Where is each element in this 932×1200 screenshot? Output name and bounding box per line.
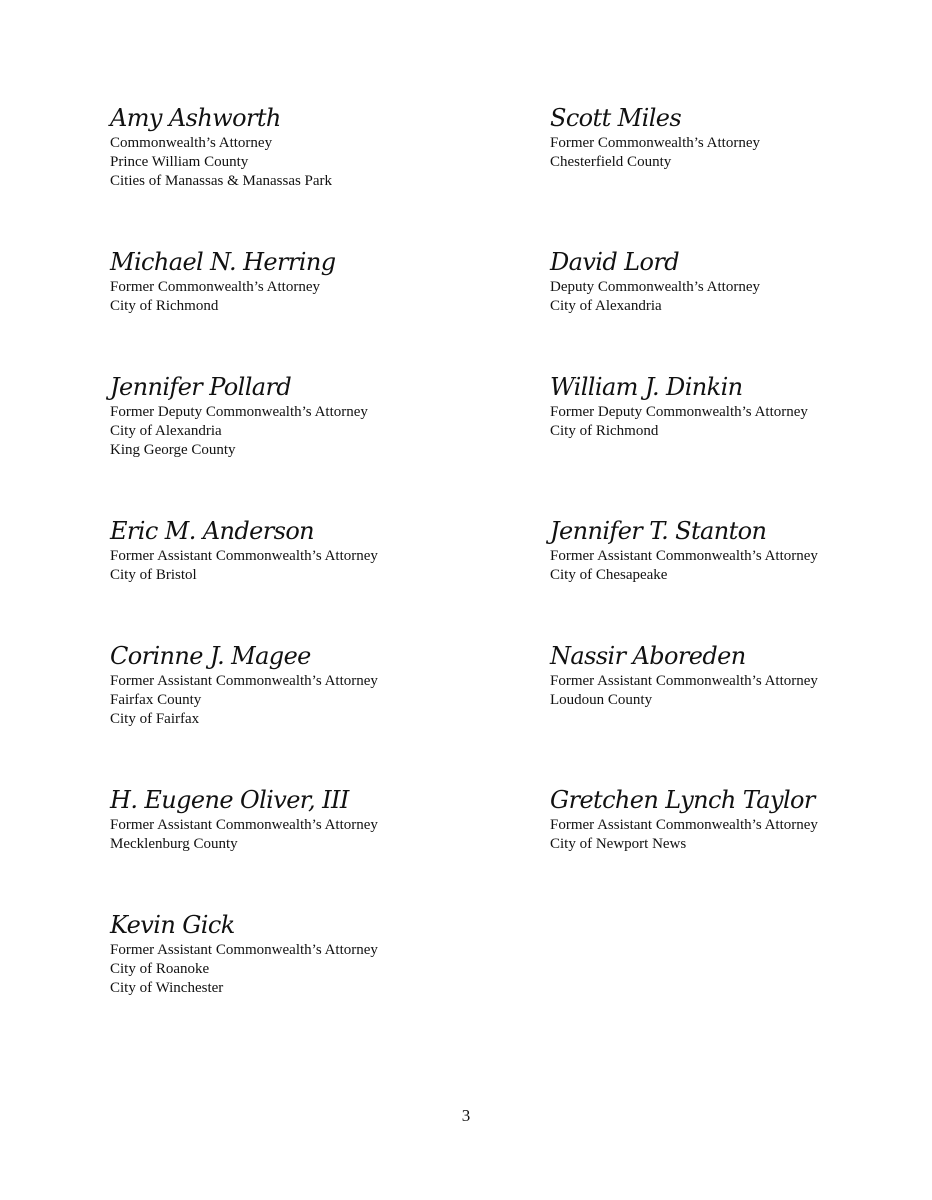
signatory-title: Deputy Commonwealth’s Attorney	[550, 279, 760, 295]
signatory-jurisdiction: City of Richmond	[550, 423, 659, 439]
signatory-name: David Lord	[550, 248, 680, 276]
signatory-jurisdiction: City of Bristol	[110, 567, 197, 583]
signatory-entry	[110, 373, 490, 460]
signatory-jurisdiction: City of Newport News	[550, 836, 687, 852]
signatory-jurisdiction: City of Roanoke	[110, 961, 210, 977]
signatory-jurisdiction: King George County	[110, 442, 236, 458]
signatory-jurisdiction: Cities of Manassas & Manassas Park	[110, 173, 333, 189]
signatory-name: Nassir Aboreden	[550, 642, 746, 670]
signatory-name: Kevin Gick	[110, 911, 235, 939]
signatory-jurisdiction: Loudoun County	[550, 692, 653, 708]
signatory-name: Corinne J. Magee	[110, 642, 311, 670]
signatory-jurisdiction: City of Alexandria	[550, 298, 662, 314]
signatory-name: Gretchen Lynch Taylor	[550, 786, 815, 814]
signatory-name: Scott Miles	[550, 104, 682, 132]
signatory-name: H. Eugene Oliver, III	[110, 786, 349, 814]
signatory-name: William J. Dinkin	[550, 373, 743, 401]
signatory-title: Former Assistant Commonwealth’s Attorney	[110, 548, 378, 564]
signatory-entry	[550, 104, 930, 172]
signatory-entry	[110, 642, 490, 729]
signatory-name: Jennifer Pollard	[110, 373, 292, 401]
signatory-jurisdiction: Chesterfield County	[550, 154, 672, 170]
signatory-jurisdiction: Fairfax County	[110, 692, 202, 708]
signatory-entry	[110, 786, 490, 854]
signatory-title: Former Commonwealth’s Attorney	[110, 279, 320, 295]
page-number: 3	[461, 1106, 471, 1125]
signatory-title: Former Assistant Commonwealth’s Attorney	[110, 942, 378, 958]
signatory-entry	[550, 373, 930, 441]
signatory-title: Former Commonwealth’s Attorney	[550, 135, 760, 151]
signatory-entry	[110, 911, 490, 998]
signatory-name: Amy Ashworth	[110, 104, 281, 132]
signatory-entry	[550, 642, 930, 710]
signatory-title: Former Deputy Commonwealth’s Attorney	[550, 404, 808, 420]
signatory-title: Former Assistant Commonwealth’s Attorney	[110, 817, 378, 833]
signatory-entry	[110, 104, 490, 191]
signatory-name: Michael N. Herring	[110, 248, 336, 276]
signatory-name: Jennifer T. Stanton	[550, 517, 767, 545]
signatory-title: Former Assistant Commonwealth’s Attorney	[550, 817, 818, 833]
signatory-jurisdiction: City of Richmond	[110, 298, 219, 314]
signatory-name: Eric M. Anderson	[110, 517, 315, 545]
signatory-jurisdiction: City of Alexandria	[110, 423, 222, 439]
signatory-jurisdiction: Prince William County	[110, 154, 249, 170]
signatory-jurisdiction: City of Winchester	[110, 980, 224, 996]
signatory-entry	[110, 248, 490, 316]
signatory-entry	[550, 786, 930, 854]
signatory-entry	[550, 517, 930, 585]
signatory-jurisdiction: City of Fairfax	[110, 711, 200, 727]
signatory-jurisdiction: City of Chesapeake	[550, 567, 668, 583]
signatory-entry	[550, 248, 930, 316]
signatory-title: Commonwealth’s Attorney	[110, 135, 273, 151]
signatory-title: Former Assistant Commonwealth’s Attorney	[550, 673, 818, 689]
signatory-title: Former Assistant Commonwealth’s Attorney	[110, 673, 378, 689]
signatory-jurisdiction: Mecklenburg County	[110, 836, 238, 852]
signatory-title: Former Deputy Commonwealth’s Attorney	[110, 404, 368, 420]
signatory-entry	[110, 517, 490, 585]
signatory-title: Former Assistant Commonwealth’s Attorney	[550, 548, 818, 564]
